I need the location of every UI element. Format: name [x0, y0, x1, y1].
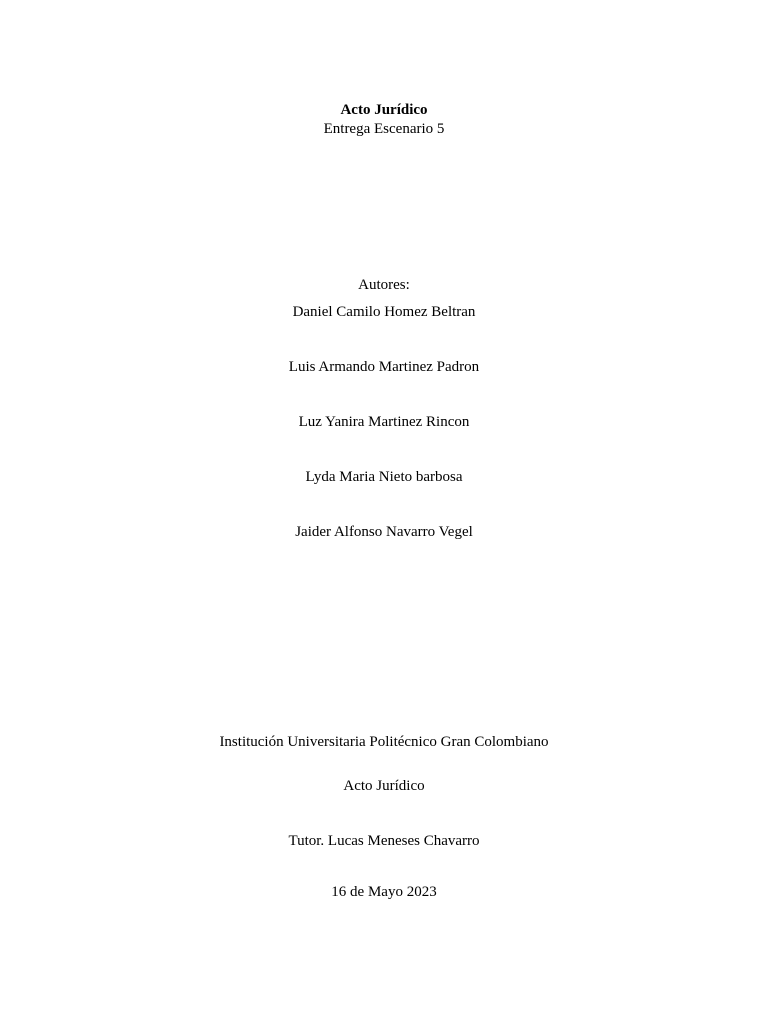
document-subtitle: Entrega Escenario 5: [323, 121, 445, 137]
document-date: 16 de Mayo 2023: [331, 884, 437, 900]
institution-name: Institución Universitaria Politécnico Gran Colombiano: [219, 734, 549, 750]
author-name: Jaider Alfonso Navarro Vegel: [295, 524, 473, 540]
author-name: Luz Yanira Martinez Rincon: [298, 414, 470, 430]
author-name: Daniel Camilo Homez Beltran: [292, 304, 476, 320]
author-name: Lyda Maria Nieto barbosa: [305, 469, 463, 485]
course-name: Acto Jurídico: [343, 778, 425, 794]
document-title: Acto Jurídico: [340, 102, 428, 118]
author-name: Luis Armando Martinez Padron: [288, 359, 480, 375]
authors-label: Autores:: [358, 277, 410, 293]
tutor-name: Tutor. Lucas Meneses Chavarro: [288, 833, 480, 849]
